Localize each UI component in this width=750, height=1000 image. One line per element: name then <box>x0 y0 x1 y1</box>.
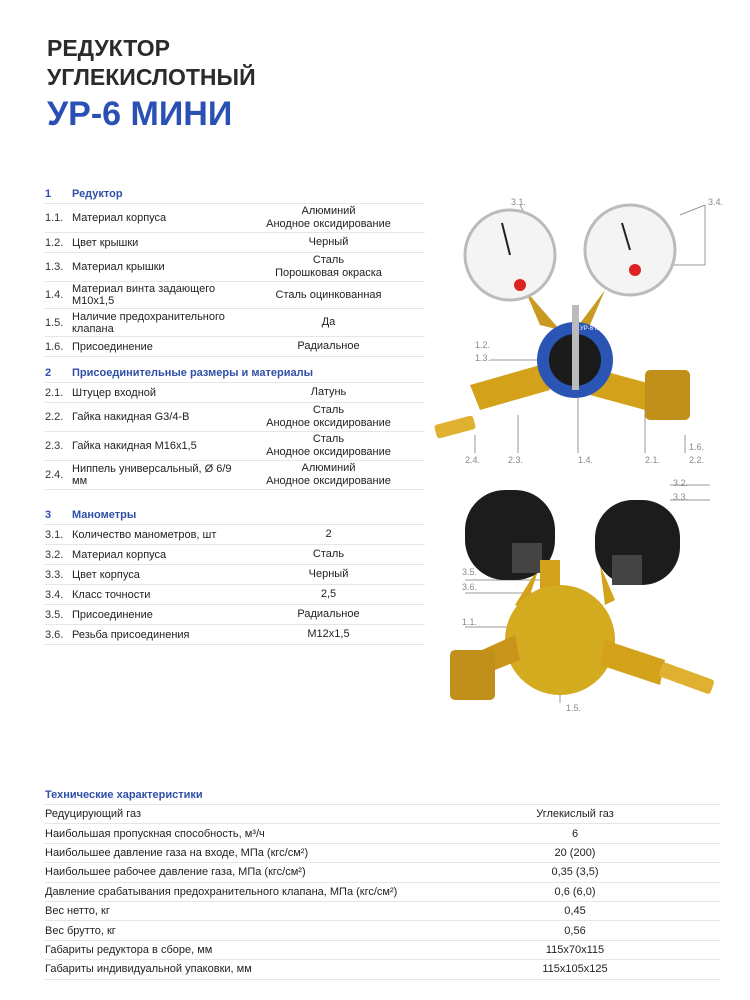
spec-label: Резьба присоединения <box>72 628 190 641</box>
spec-label: Гайка накидная G3/4-B <box>72 411 190 423</box>
spec-value <box>232 568 425 581</box>
spec-row <box>45 309 425 337</box>
spec-row <box>45 204 425 233</box>
spec-row <box>45 625 425 645</box>
spec-value-line: М12х1,5 <box>307 628 350 640</box>
tech-row <box>45 960 720 979</box>
section-header <box>45 184 425 204</box>
tech-label: Редуцирующий газ <box>45 808 142 821</box>
spec-value-line: Алюминий <box>301 462 356 474</box>
spec-number: 2.2. <box>45 411 64 423</box>
spec-value-line: Латунь <box>310 386 347 398</box>
tech-label: Наибольшая пропускная способность, м³/ч <box>45 827 265 840</box>
spec-number: 3.4. <box>45 588 64 601</box>
section-number: 2 <box>45 366 52 379</box>
spec-number: 1.1. <box>45 212 64 224</box>
tech-value: 6 <box>571 827 579 840</box>
spec-value-line: Сталь <box>312 254 345 266</box>
callout-label: 1.1. <box>462 617 478 627</box>
tech-row <box>45 805 720 824</box>
spec-row <box>45 233 425 253</box>
spec-label: Гайка накидная М16х1,5 <box>72 440 197 452</box>
callout-label: 3.1. <box>511 197 527 207</box>
spec-value-line: Анодное оксидирование <box>266 218 391 230</box>
tech-value: 0,45 <box>564 905 586 918</box>
tech-specs-table <box>45 789 720 980</box>
spec-label: Наличие предохранительного клапана <box>72 310 225 335</box>
tech-row <box>45 824 720 843</box>
spec-value-line: Анодное оксидирование <box>266 446 391 458</box>
spec-value-line: Сталь <box>312 433 345 445</box>
spec-label: Штуцер входной <box>72 386 157 399</box>
tech-label: Давление срабатывания предохранительного клапана, МПа (кгс/см²) <box>45 885 398 898</box>
tech-value: 20 (200) <box>554 846 596 859</box>
tech-row <box>45 941 720 960</box>
tech-label: Вес брутто, кг <box>45 924 116 937</box>
tech-row <box>45 844 720 863</box>
spec-row <box>45 565 425 585</box>
callout-label: 2.2. <box>689 455 705 465</box>
spec-section-connections <box>45 363 425 490</box>
spec-value <box>232 254 425 280</box>
spec-value-line: Сталь <box>312 404 345 416</box>
section-title: Манометры <box>72 508 137 521</box>
section-title: Редуктор <box>72 187 123 200</box>
spec-value-line: 2,5 <box>320 588 337 600</box>
spec-number: 1.3. <box>45 261 64 273</box>
callout-label: 1.6. <box>689 442 705 452</box>
spec-value-line: Анодное оксидирование <box>266 475 391 487</box>
tech-label: Габариты редуктора в сборе, мм <box>45 943 213 956</box>
spec-label: Материал корпуса <box>72 548 167 561</box>
tech-value: 115х70х115 <box>545 943 605 956</box>
tech-label: Габариты индивидуальной упаковки, мм <box>45 963 252 976</box>
title-line-2: УГЛЕКИСЛОТНЫЙ <box>47 64 256 90</box>
spec-row <box>45 605 425 625</box>
title-line-1: РЕДУКТОР <box>47 35 170 61</box>
tech-value: 0,6 (6,0) <box>554 885 596 898</box>
spec-label: Класс точности <box>72 588 151 601</box>
callout-label: 3.6. <box>462 582 478 592</box>
device-label: УР-6 МИНИ <box>580 326 613 332</box>
spec-number: 1.5. <box>45 316 64 329</box>
spec-number: 3.3. <box>45 568 64 581</box>
tech-row <box>45 883 720 902</box>
spec-label: Цвет корпуса <box>72 568 140 581</box>
spec-label: Цвет крышки <box>72 236 139 249</box>
callout-label: 1.4. <box>578 455 594 465</box>
spec-label: Присоединение <box>72 608 153 621</box>
product-front-image <box>430 195 750 475</box>
tech-row <box>45 921 720 940</box>
callout-label: 3.2. <box>673 478 689 488</box>
spec-number: 1.6. <box>45 340 64 353</box>
model-title: УР-6 МИНИ <box>47 95 233 133</box>
spec-value <box>232 588 425 601</box>
spec-value <box>232 462 425 488</box>
spec-value-line: Черный <box>308 236 349 248</box>
spec-row <box>45 461 425 490</box>
spec-row <box>45 383 425 403</box>
spec-value-line: Сталь <box>312 548 345 560</box>
spec-value <box>232 628 425 641</box>
tech-value: 0,35 (3,5) <box>551 866 599 879</box>
section-number: 3 <box>45 508 52 521</box>
spec-value <box>232 386 425 399</box>
spec-value-line: Радиальное <box>297 340 360 352</box>
callout-label: 1.3. <box>475 353 491 363</box>
spec-value <box>232 528 425 541</box>
spec-row <box>45 525 425 545</box>
spec-row <box>45 282 425 309</box>
spec-value <box>232 289 425 302</box>
spec-number: 2.1. <box>45 386 64 399</box>
spec-value-line: Порошковая окраска <box>275 267 382 279</box>
spec-value <box>232 608 425 621</box>
spec-value <box>232 236 425 249</box>
callout-label: 1.2. <box>475 340 491 350</box>
spec-row <box>45 545 425 565</box>
spec-number: 1.4. <box>45 289 64 301</box>
spec-label: Материал винта задающего М10х1,5 <box>72 283 216 307</box>
spec-row <box>45 432 425 461</box>
spec-label: Количество манометров, шт <box>72 528 217 541</box>
callout-label: 2.3. <box>508 455 524 465</box>
spec-number: 3.6. <box>45 628 64 641</box>
spec-number: 3.5. <box>45 608 64 621</box>
spec-number: 3.1. <box>45 528 64 541</box>
spec-number: 3.2. <box>45 548 64 561</box>
spec-value-line: Алюминий <box>301 205 356 217</box>
spec-value-line: Анодное оксидирование <box>266 417 391 429</box>
tech-value: 115х105х125 <box>542 963 608 976</box>
spec-section-reducer <box>45 184 425 357</box>
callout-label: 3.5. <box>462 567 478 577</box>
spec-number: 1.2. <box>45 236 64 249</box>
tech-row <box>45 863 720 882</box>
spec-value <box>232 340 425 353</box>
spec-label: Материал крышки <box>72 261 165 273</box>
section-header <box>45 363 425 383</box>
tech-value: Углекислый газ <box>536 808 614 821</box>
tech-row <box>45 902 720 921</box>
section-header <box>45 505 425 525</box>
spec-value <box>232 404 425 430</box>
spec-label: Присоединение <box>72 340 153 353</box>
spec-value-line: Черный <box>308 568 349 580</box>
spec-value <box>232 316 425 329</box>
spec-value-line: Да <box>321 316 336 328</box>
callout-label: 2.4. <box>465 455 481 465</box>
callout-label: 1.5. <box>566 703 582 713</box>
spec-value <box>232 548 425 561</box>
spec-value <box>232 205 425 231</box>
tech-value: 0,56 <box>564 924 586 937</box>
spec-label: Ниппель универсальный, Ø 6/9 мм <box>72 463 232 487</box>
tech-label: Вес нетто, кг <box>45 905 110 918</box>
spec-section-gauges <box>45 505 425 645</box>
spec-value <box>232 433 425 459</box>
spec-number: 2.3. <box>45 440 64 452</box>
spec-row <box>45 403 425 432</box>
spec-row <box>45 253 425 282</box>
tech-label: Наибольшее рабочее давление газа, МПа (кгс/см²) <box>45 866 306 879</box>
product-back-image <box>440 475 750 735</box>
spec-number: 2.4. <box>45 469 64 481</box>
callout-label: 2.1. <box>645 455 661 465</box>
spec-label: Материал корпуса <box>72 212 167 224</box>
tech-specs-title: Технические характеристики <box>45 789 720 805</box>
spec-value-line: Радиальное <box>297 608 360 620</box>
spec-value-line: Сталь оцинкованная <box>275 288 382 301</box>
callout-label: 3.4. <box>708 197 724 207</box>
callout-label: 3.3. <box>673 492 689 502</box>
spec-row <box>45 585 425 605</box>
spec-value-line: 2 <box>325 528 332 540</box>
section-title: Присоединительные размеры и материалы <box>72 366 313 379</box>
spec-row <box>45 337 425 357</box>
tech-label: Наибольшее давление газа на входе, МПа (кгс/см²) <box>45 846 309 859</box>
section-number: 1 <box>45 187 52 200</box>
